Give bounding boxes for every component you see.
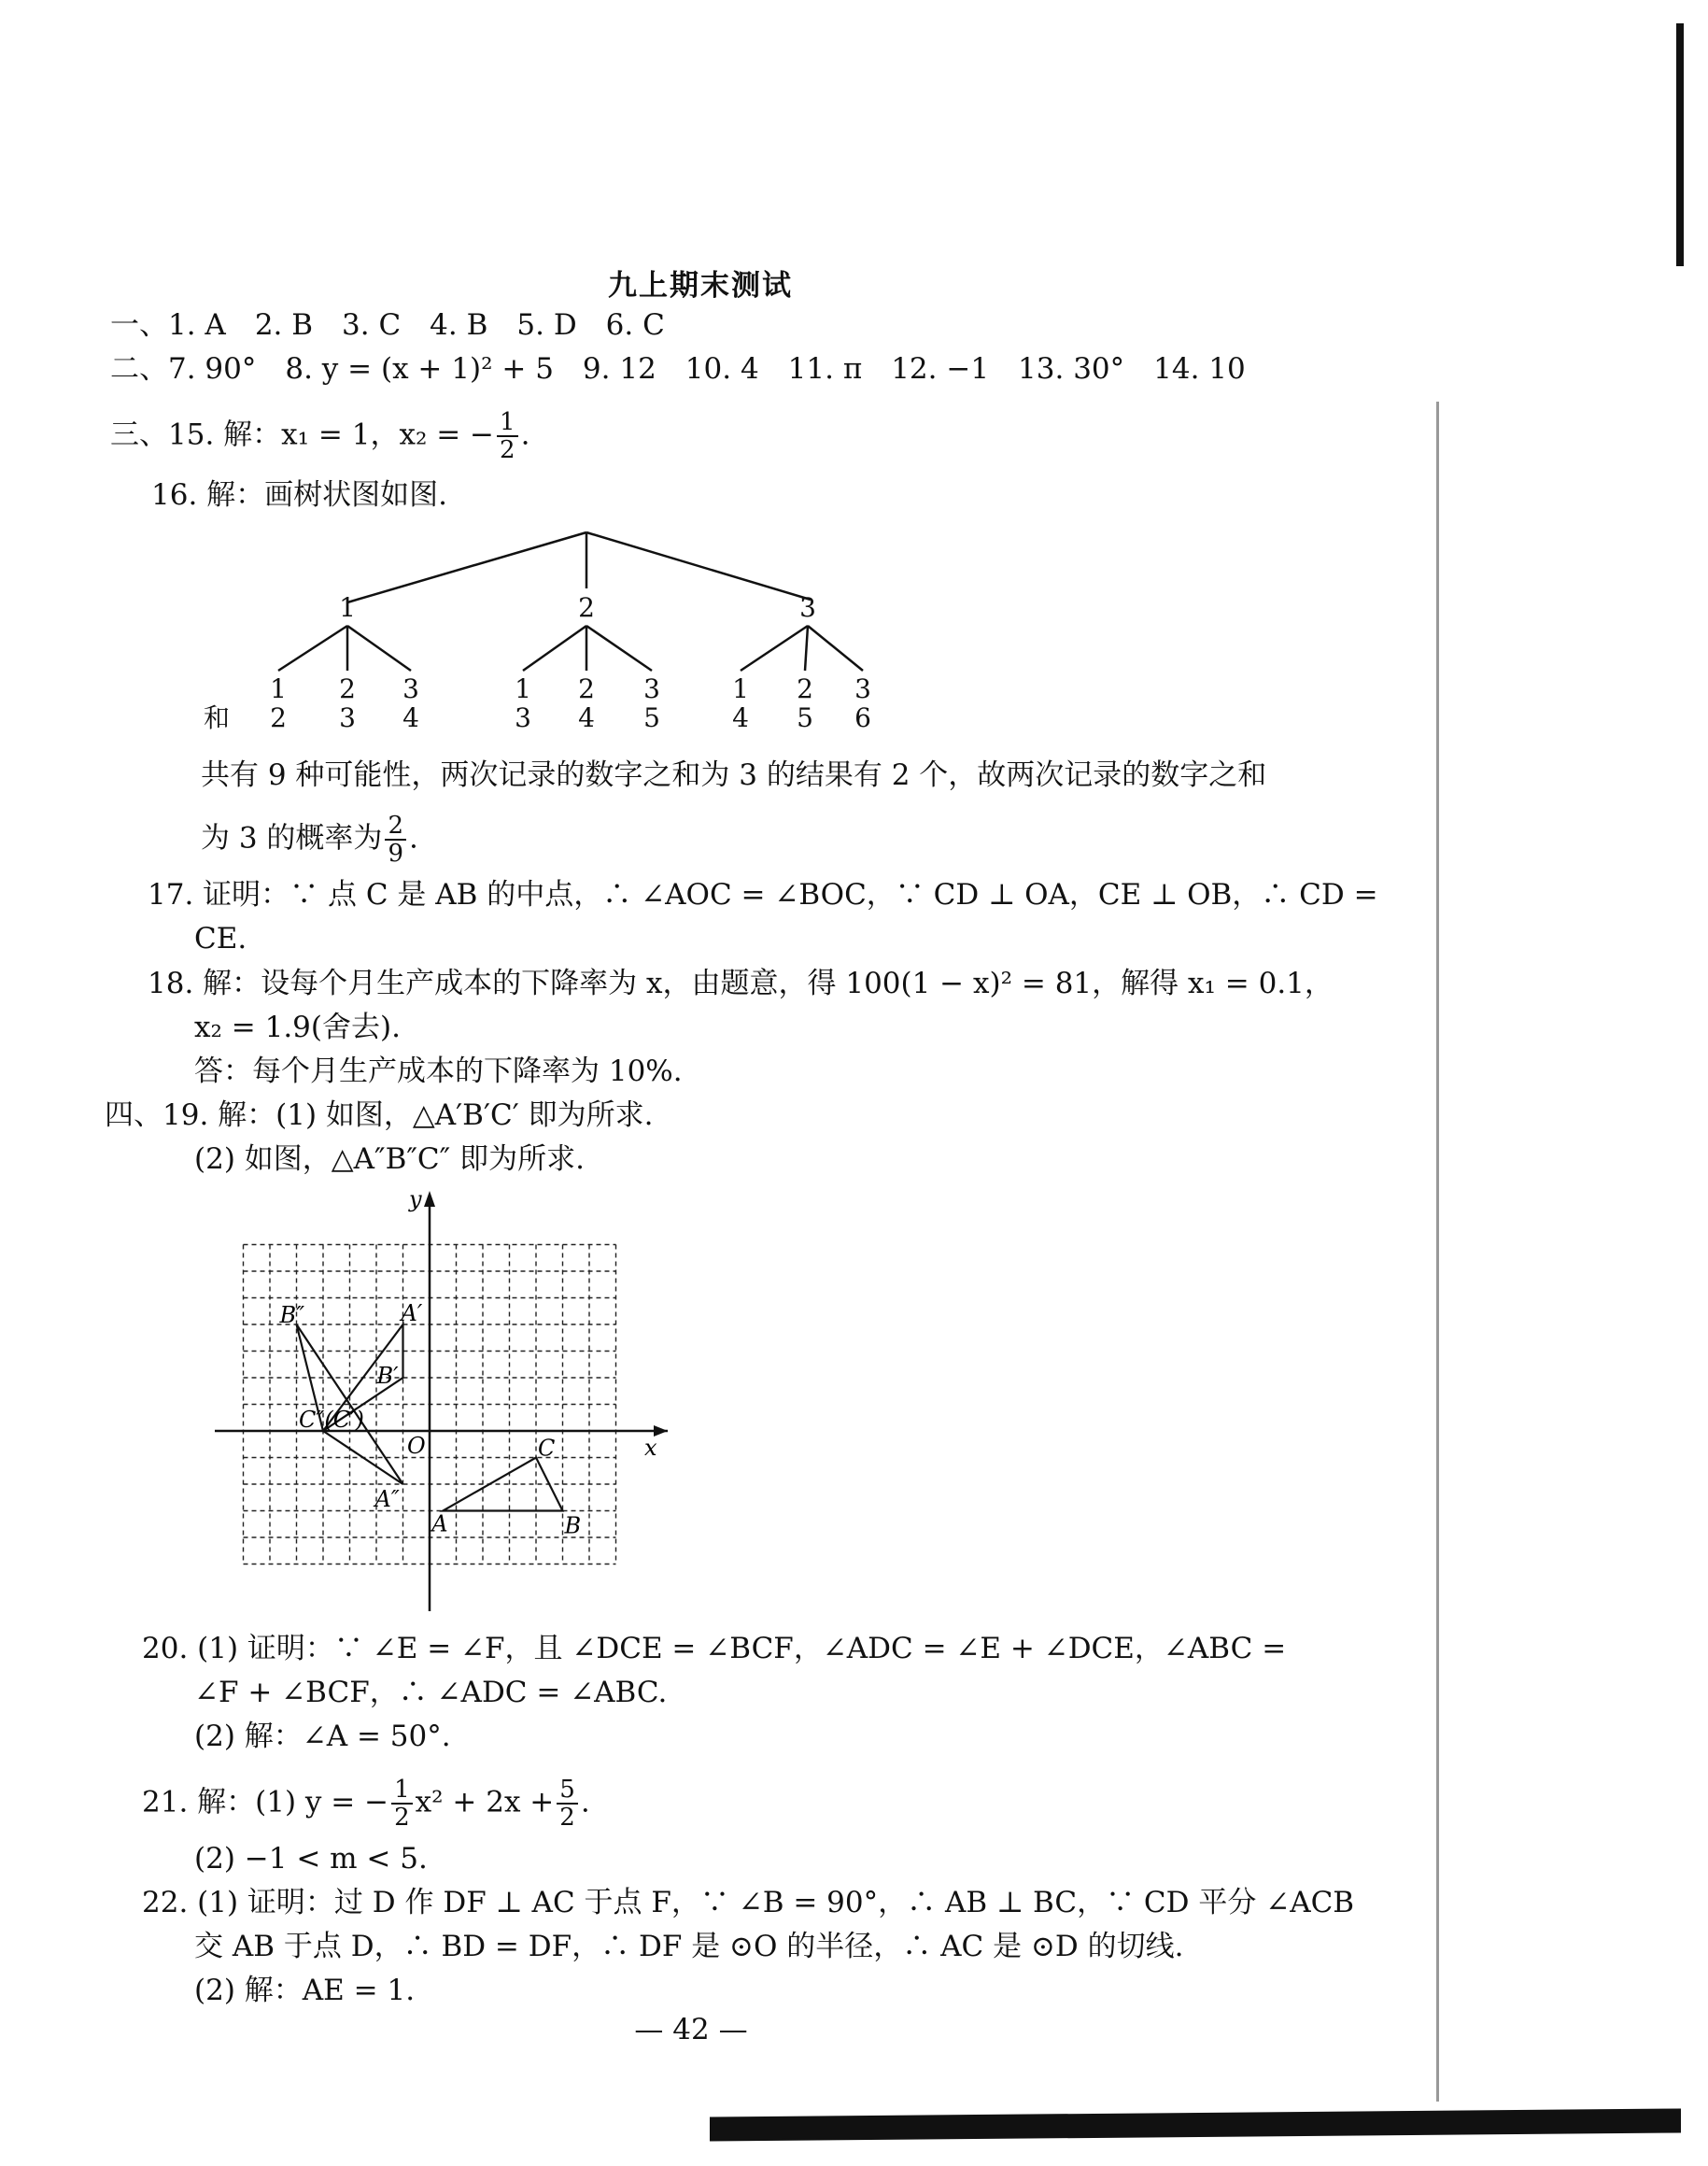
tree-sum-value: 4 [578,702,595,733]
answer-21-part2: (2) −1 < m < 5. [194,1842,428,1876]
tree-node-level2: 1 [270,673,287,704]
answer-20: 20. (1) 证明：∵ ∠E = ∠F，且 ∠DCE = ∠BCF，∠ADC = ∠E + ∠DCE，∠ABC = [142,1632,1287,1665]
answer-19-part2: (2) 如图，△A″B″C″ 即为所求. [194,1142,585,1176]
answer-18-cont: x₂ = 1.9(舍去). [194,1011,401,1044]
tree-node-level2: 2 [797,673,813,704]
tree-node-level2: 1 [732,673,749,704]
tree-sum-value: 4 [732,702,749,733]
scan-edge-right [1676,23,1684,266]
coordinate-grid-figure [205,1186,691,1616]
origin-label: O [407,1433,426,1459]
tree-sum-label: 和 [203,702,231,733]
tree-node-level1: 3 [799,592,816,623]
y-axis-arrow [424,1191,435,1207]
label-a: A [431,1510,448,1537]
tree-node-level2: 3 [643,673,660,704]
answer-22-part2: (2) 解：AE = 1. [194,1974,416,2007]
fraction: $\frac{1}{2}$ [497,409,518,463]
answer-16-probability: 为 3 的概率为 $\frac{2}{9}$ . [201,812,418,868]
label-b: B [564,1512,582,1539]
fraction: $\frac{5}{2}$ [557,1777,578,1831]
label-b2: B″ [279,1302,305,1328]
label-b1: B′ [376,1363,399,1389]
answer-16-explanation: 共有 9 种可能性，两次记录的数字之和为 3 的结果有 2 个，故两次记录的数字之和 [201,758,1267,792]
label-c: C [538,1435,556,1462]
answer-22: 22. (1) 证明：过 D 作 DF ⊥ AC 于点 F，∵ ∠B = 90°，∴ AB ⊥ BC，∵ CD 平分 ∠ACB [142,1886,1355,1919]
answer-15: 三、15. 解：x₁ = 1，x₂ = − $\frac{1}{2}$ . [110,408,530,464]
tree-node-level1: 1 [339,592,356,623]
tree-sum-value: 6 [854,702,871,733]
answer-17-cont: CE. [194,922,247,956]
tree-sum-value: 5 [643,702,660,733]
answer-20-part2: (2) 解：∠A = 50°. [194,1720,451,1753]
fraction: $\frac{2}{9}$ [385,813,406,867]
tree-node-level2: 3 [854,673,871,704]
answer-18-conclusion: 答：每个月生产成本的下降率为 10%. [194,1055,683,1088]
y-axis-label: y [409,1186,422,1212]
triangle-abc [443,1458,562,1511]
answers-section-2: 二、7. 90° 8. y = (x + 1)² + 5 9. 12 10. 4 11. π 12. −1 13. 30° 14. 10 [110,352,1246,386]
tree-sum-value: 3 [515,702,531,733]
answers-section-1: 一、1. A 2. B 3. C 4. B 5. D 6. C [110,308,665,342]
scan-edge-line [1436,402,1439,2102]
answer-18: 18. 解：设每个月生产成本的下降率为 x，由题意，得 100(1 − x)² = 81，解得 x₁ = 0.1， [148,967,1334,1000]
fraction: $\frac{1}{2}$ [391,1777,413,1831]
tree-sum-value: 4 [402,702,419,733]
tree-node-level2: 1 [515,673,531,704]
tree-sum-value: 3 [339,702,356,733]
tree-diagram [0,523,934,747]
x-axis-label: x [644,1435,657,1461]
scan-edge-bottom [710,2108,1681,2141]
answer-22-cont: 交 AB 于点 D，∴ BD = DF，∴ DF 是 ⊙O 的半径，∴ AC 是 ⊙D 的切线. [194,1930,1184,1963]
page-title: 九上期末测试 [608,269,793,303]
tree-node-level2: 3 [402,673,419,704]
answer-20-cont: ∠F + ∠BCF，∴ ∠ADC = ∠ABC. [194,1676,668,1709]
answer-21: 21. 解：(1) y = − $\frac{1}{2}$ x² + 2x + $\frac{5}{2}$ . [142,1776,590,1832]
tree-sum-value: 5 [797,702,813,733]
label-a1: A′ [401,1300,423,1326]
label-c1-c2: C″(C′) [299,1407,364,1433]
tree-node-level2: 2 [578,673,595,704]
label-a2: A″ [374,1486,400,1512]
answer-19-part1: 四、19. 解：(1) 如图，△A′B′C′ 即为所求. [105,1098,654,1132]
tree-node-level2: 2 [339,673,356,704]
answer-16: 16. 解：画树状图如图. [151,478,448,512]
answer-17: 17. 证明：∵ 点 C 是 AB 的中点，∴ ∠AOC = ∠BOC，∵ CD ⊥ OA，CE ⊥ OB，∴ CD = [148,878,1378,912]
tree-node-level1: 2 [578,592,595,623]
tree-sum-value: 2 [270,702,287,733]
page-number: — 42 — [634,2013,748,2046]
